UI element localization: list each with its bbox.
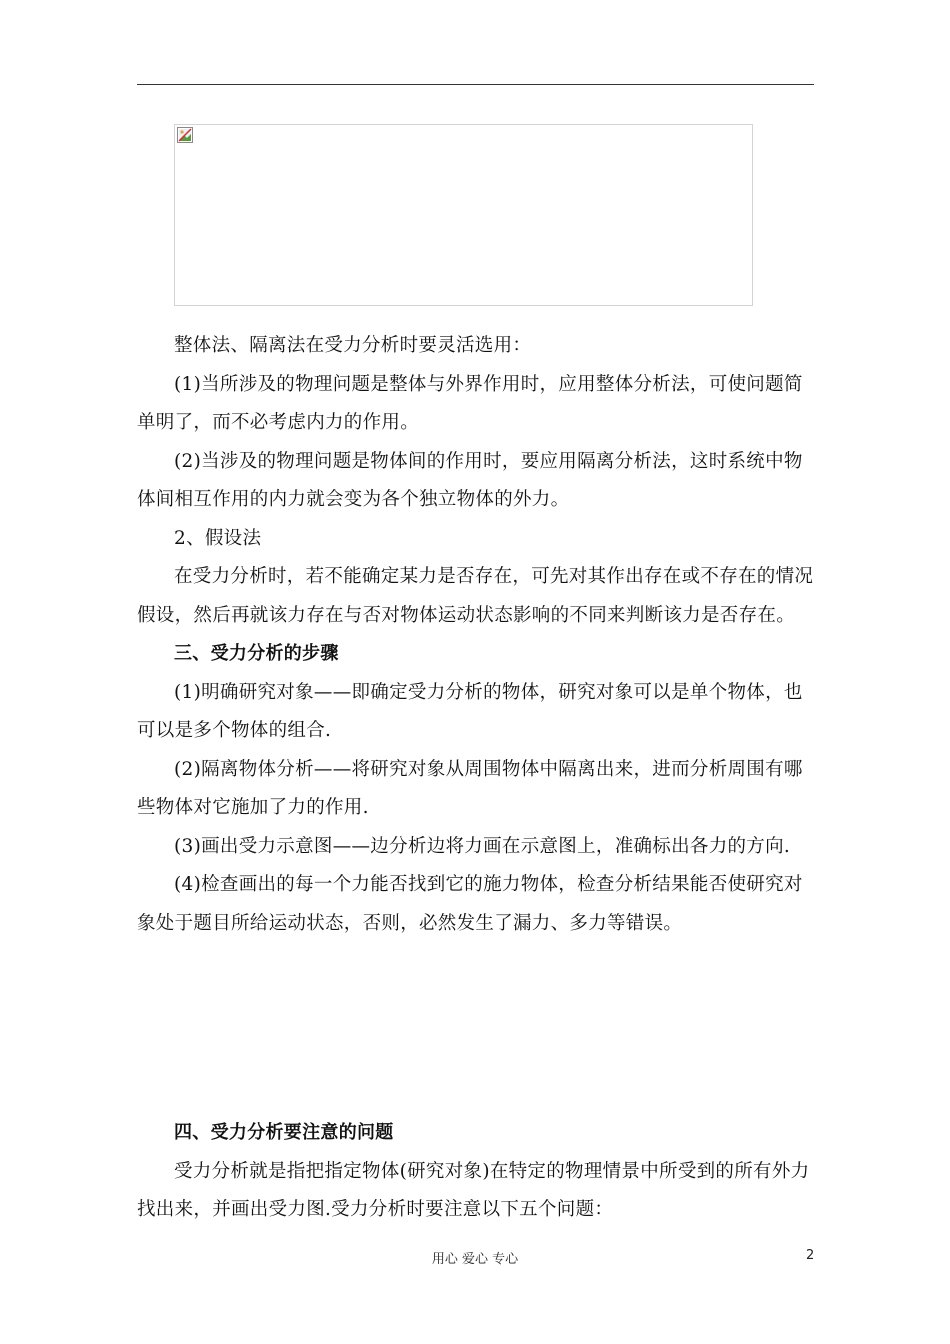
step-item: (4)检查画出的每一个力能否找到它的施力物体，检查分析结果能否使研究对象处于题目所给运动状态，否则，必然发生了漏力、多力等错误。 — [137, 874, 803, 934]
paragraph: 在受力分析时，若不能确定某力是否存在，可先对其作出存在或不存在的情况假设，然后再就该力存在与否对物体运动状态影响的不同来判断该力是否存在。 — [137, 566, 814, 626]
step-item: (1)明确研究对象——即确定受力分析的物体，研究对象可以是单个物体，也可以是多个物体的组合. — [137, 681, 803, 741]
paragraph: (1)当所涉及的物理问题是整体与外界作用时，应用整体分析法，可使问题简单明了，而不必考虑内力的作用。 — [137, 373, 803, 433]
paragraph: 受力分析就是指把指定物体(研究对象)在特定的物理情景中所受到的所有外力找出来，并画出受力图.受力分析时要注意以下五个问题： — [137, 1160, 810, 1220]
step-item: (2)隔离物体分析——将研究对象从周围物体中隔离出来，进而分析周围有哪些物体对它施加了力的作用. — [137, 758, 803, 818]
image-placeholder — [174, 124, 753, 306]
paragraph: 整体法、隔离法在受力分析时要灵活选用： — [174, 335, 532, 356]
section-heading: 三、受力分析的步骤 — [174, 643, 339, 664]
step-item: (3)画出受力示意图——边分析边将力画在示意图上，准确标出各力的方向. — [174, 835, 791, 857]
header-rule — [137, 84, 814, 85]
subheading: 2、假设法 — [174, 527, 262, 549]
page-number: 2 — [806, 1248, 815, 1263]
section-text-block — [137, 1114, 817, 1230]
section-text-block — [137, 327, 817, 943]
paragraph: (2)当涉及的物理问题是物体间的作用时，要应用隔离分析法，这时系统中物体间相互作用的内力就会变为各个独立物体的外力。 — [137, 450, 803, 510]
section-heading: 四、受力分析要注意的问题 — [174, 1122, 394, 1143]
footer-motto: 用心 爱心 专心 — [431, 1252, 519, 1267]
broken-image-icon — [177, 127, 193, 143]
